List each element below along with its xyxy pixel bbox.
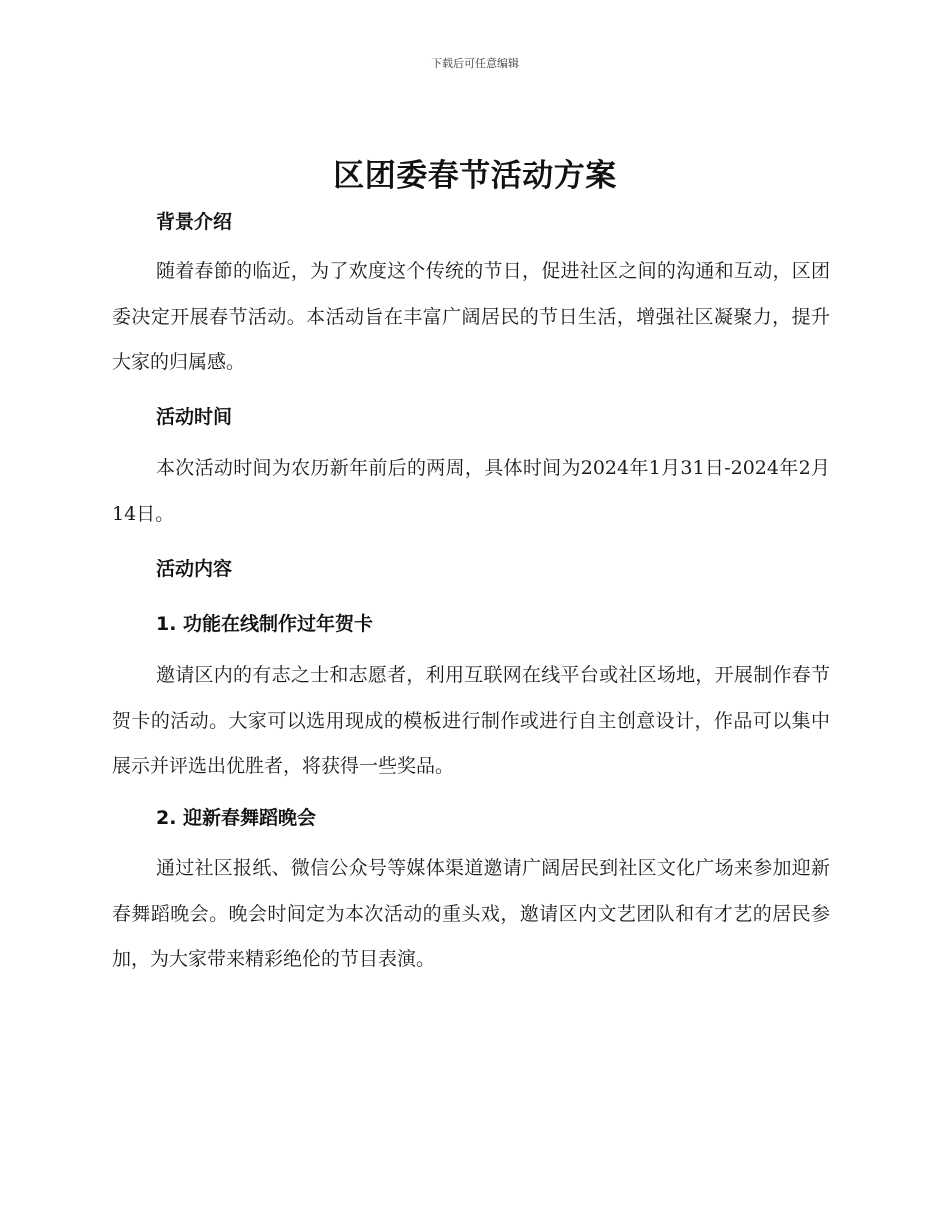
section-heading-content: 活动内容 <box>156 558 233 580</box>
section-heading-time: 活动时间 <box>156 406 233 428</box>
subsection-paragraph-dance-party: 通过社区报纸、微信公众号等媒体渠道邀请广阔居民到社区文化广场来参加迎新春舞蹈晚会。晚会时间定为本次活动的重头戏，邀请区内文艺团队和有才艺的居民参加，为大家带来精彩绝伦的节目表演。 <box>112 857 830 970</box>
section-paragraph-time: 本次活动时间为农历新年前后的两周，具体时间为2024年1月31日-2024年2月14日。 <box>112 457 830 525</box>
section-heading-background: 背景介绍 <box>156 211 233 233</box>
section-paragraph-background: 随着春節的临近，为了欢度这个传统的节日，促进社区之间的沟通和互动，区团委决定开展春节活动。本活动旨在丰富广阔居民的节日生活，增强社区凝聚力，提升大家的归属感。 <box>112 260 830 373</box>
header-note: 下载后可任意编辑 <box>431 57 519 70</box>
subsection-paragraph-greeting-cards: 邀请区内的有志之士和志愿者，利用互联网在线平台或社区场地，开展制作春节贺卡的活动。大家可以选用现成的模板进行制作或进行自主创意设计，作品可以集中展示并评选出优胜者，将获得一些奖品。 <box>112 664 830 777</box>
document-title: 区团委春节活动方案 <box>333 158 617 194</box>
subsection-heading-dance-party: 2. 迎新春舞蹈晚会 <box>156 807 317 829</box>
subsection-heading-greeting-cards: 1. 功能在线制作过年贺卡 <box>156 613 374 635</box>
